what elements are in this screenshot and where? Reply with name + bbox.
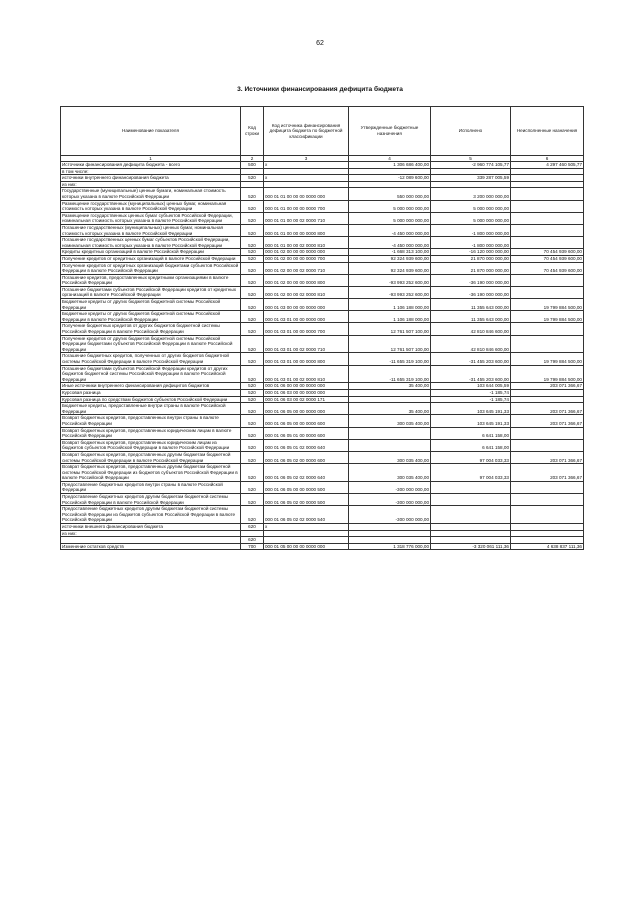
row-unexecuted-cell: 203 071 366,67 [511, 464, 584, 482]
row-approved-cell: 92 324 939 600,00 [349, 255, 431, 262]
row-unexecuted-cell [511, 200, 584, 212]
row-source-code-cell: 000 01 06 03 00 02 0000 171 [264, 396, 349, 403]
table-row [61, 506, 584, 524]
row-name-cell: Погашение бюджетных кредитов, полученных от других бюджетов бюджетной системы Российской Федерации в валюте Российской Федерации [61, 353, 241, 365]
row-source-code-cell: 000 01 05 00 00 00 0000 000 [264, 543, 349, 550]
row-name-cell: Погашение кредитов, предоставленных кредитными организациями в валюте Российской Федерации [61, 274, 241, 286]
row-code-cell: 520 [241, 262, 264, 274]
row-unexecuted-cell [511, 286, 584, 298]
row-code-cell: 520 [241, 451, 264, 463]
row-name-cell: Погашение бюджетами субъектов Российской Федерации кредитов от кредитных организаций в валюте Российской Федерации [61, 286, 241, 298]
table-row [61, 439, 584, 451]
row-approved-cell: -300 000 000,00 [349, 506, 431, 524]
row-code-cell: 520 [241, 481, 264, 493]
row-name-cell: из них: [61, 530, 241, 537]
row-source-code-cell: x [264, 162, 349, 169]
table-row [61, 524, 584, 531]
table-row [61, 262, 584, 274]
row-executed-cell: -1 800 000 000,00 [431, 224, 511, 236]
row-executed-cell: -31 455 203 600,00 [431, 365, 511, 383]
row-approved-cell: 92 324 939 600,00 [349, 262, 431, 274]
row-code-cell: 500 [241, 162, 264, 169]
header-approved: Утвержденные бюджетные назначения [349, 107, 431, 156]
row-executed-cell [431, 481, 511, 493]
row-name-cell: Получение кредитов от других бюджетов бюджетной системы Российской Федерации бюджетами субъектов Российской Федерации в валюте Российской Федерации [61, 335, 241, 353]
row-source-code-cell: 000 01 06 03 00 00 0000 000 [264, 389, 349, 396]
row-approved-cell: 300 035 400,00 [349, 464, 431, 482]
row-code-cell: 520 [241, 389, 264, 396]
row-code-cell: 520 [241, 299, 264, 311]
row-source-code-cell: 000 01 02 00 00 00 0000 800 [264, 274, 349, 286]
row-name-cell: Возврат бюджетных кредитов, предоставленных другим бюджетам бюджетной системы Российской Федерации из бюджетов субъектов Российской Федерации в валюте Российской Федерации [61, 464, 241, 482]
row-code-cell: 520 [241, 212, 264, 224]
row-name-cell: Курсовая разница [61, 389, 241, 396]
row-approved-cell: 35 400,00 [349, 403, 431, 415]
row-name-cell: Предоставление бюджетных кредитов другим бюджетам бюджетной системы Российской Федерации в валюте Российской Федерации [61, 494, 241, 506]
row-code-cell: 520 [241, 353, 264, 365]
table-row [61, 175, 584, 182]
table-row [61, 255, 584, 262]
row-approved-cell [349, 168, 431, 175]
row-code-cell: 700 [241, 543, 264, 550]
row-name-cell: Бюджетные кредиты от других бюджетов бюджетной системы Российской Федерации [61, 299, 241, 311]
table-row [61, 299, 584, 311]
row-unexecuted-cell: 203 071 366,67 [511, 451, 584, 463]
row-source-code-cell: 000 01 01 00 00 00 0000 800 [264, 224, 349, 236]
row-source-code-cell: 000 01 01 00 00 02 0000 810 [264, 237, 349, 249]
row-approved-cell [349, 530, 431, 537]
table-row [61, 162, 584, 169]
table-row [61, 353, 584, 365]
row-unexecuted-cell [511, 274, 584, 286]
row-executed-cell: 42 810 846 600,00 [431, 335, 511, 353]
column-number: 4 [349, 156, 431, 162]
row-unexecuted-cell [511, 323, 584, 335]
financing-sources-table [60, 106, 584, 550]
row-unexecuted-cell: 4 638 837 111,36 [511, 543, 584, 550]
table-row [61, 396, 584, 403]
row-executed-cell: 97 004 033,33 [431, 464, 511, 482]
row-executed-cell: 103 645 191,33 [431, 403, 511, 415]
row-unexecuted-cell: 19 799 884 500,00 [511, 365, 584, 383]
table-row [61, 335, 584, 353]
row-approved-cell: -1 668 313 100,00 [349, 249, 431, 256]
row-approved-cell: -93 993 252 600,00 [349, 274, 431, 286]
row-executed-cell: -1 185,74 [431, 396, 511, 403]
row-unexecuted-cell: 203 071 366,67 [511, 383, 584, 390]
row-name-cell: Погашение государственных (муниципальных) ценных бумаг, номинальная стоимость которых указана в валюте Российской Федерации [61, 224, 241, 236]
column-number: 3 [264, 156, 349, 162]
table-row [61, 464, 584, 482]
row-executed-cell: 42 810 846 600,00 [431, 323, 511, 335]
row-name-cell: Размещение государственных (муниципальных) ценных бумаг, номинальная стоимость которых указана в валюте Российской Федерации [61, 200, 241, 212]
row-approved-cell: -300 000 000,00 [349, 494, 431, 506]
row-name-cell: в том числе: [61, 168, 241, 175]
row-source-code-cell: 000 01 06 00 00 00 0000 000 [264, 383, 349, 390]
row-name-cell: Бюджетные кредиты, предоставленные внутри страны в валюте Российской Федерации [61, 403, 241, 415]
table-row [61, 249, 584, 256]
row-approved-cell [349, 537, 431, 544]
row-source-code-cell: 000 01 03 01 00 02 0000 710 [264, 335, 349, 353]
column-number: 2 [241, 156, 264, 162]
row-code-cell: 520 [241, 464, 264, 482]
row-unexecuted-cell [511, 212, 584, 224]
row-source-code-cell [264, 537, 349, 544]
table-row [61, 451, 584, 463]
row-executed-cell: 5 000 000 000,00 [431, 200, 511, 212]
row-unexecuted-cell: 203 071 366,67 [511, 403, 584, 415]
row-name-cell: Кредиты кредитных организаций в валюте Российской Федерации [61, 249, 241, 256]
row-executed-cell [431, 537, 511, 544]
column-number: 1 [61, 156, 241, 162]
row-executed-cell: -1 800 000 000,00 [431, 237, 511, 249]
row-executed-cell [431, 530, 511, 537]
row-executed-cell: -16 120 000 000,00 [431, 249, 511, 256]
row-source-code-cell: 000 01 03 00 00 00 0000 000 [264, 299, 349, 311]
table-row [61, 200, 584, 212]
row-source-code-cell: 000 01 06 05 00 00 0000 000 [264, 403, 349, 415]
row-name-cell: Получение кредитов от кредитных организаций бюджетами субъектов Российской Федерации в валюте Российской Федерации [61, 262, 241, 274]
row-source-code-cell: 000 01 01 00 00 02 0000 710 [264, 212, 349, 224]
row-source-code-cell: 000 01 06 05 02 02 0000 640 [264, 464, 349, 482]
row-source-code-cell: 000 01 01 00 00 00 0000 000 [264, 188, 349, 200]
header-name: Наименование показателя [61, 107, 241, 156]
row-source-code-cell: 000 01 06 05 00 00 0000 500 [264, 481, 349, 493]
table-row [61, 323, 584, 335]
table-row [61, 494, 584, 506]
row-unexecuted-cell [511, 224, 584, 236]
table-row [61, 383, 584, 390]
row-source-code-cell: 000 01 03 01 00 02 0000 810 [264, 365, 349, 383]
row-unexecuted-cell [511, 439, 584, 451]
row-source-code-cell: x [264, 175, 349, 182]
row-code-cell: 520 [241, 200, 264, 212]
row-source-code-cell: 000 01 06 05 01 00 0000 600 [264, 427, 349, 439]
row-unexecuted-cell: 203 071 366,67 [511, 415, 584, 427]
row-name-cell [61, 537, 241, 544]
row-approved-cell: 5 000 000 000,00 [349, 212, 431, 224]
row-executed-cell: 6 641 158,00 [431, 439, 511, 451]
row-name-cell: Возврат бюджетных кредитов, предоставленных внутри страны в валюте Российской Федерации [61, 415, 241, 427]
row-approved-cell: -11 655 319 100,00 [349, 353, 431, 365]
row-executed-cell [431, 494, 511, 506]
row-executed-cell: 11 355 643 000,00 [431, 311, 511, 323]
row-unexecuted-cell: 70 454 939 600,00 [511, 255, 584, 262]
row-approved-cell [349, 524, 431, 531]
row-code-cell: 520 [241, 323, 264, 335]
row-source-code-cell: 000 01 03 01 00 00 0000 000 [264, 311, 349, 323]
header-source-code: Код источника финансирования дефицита бюджета по бюджетной классификации [264, 107, 349, 156]
row-code-cell: 520 [241, 396, 264, 403]
row-approved-cell: 550 000 000,00 [349, 188, 431, 200]
row-executed-cell: 97 004 033,33 [431, 451, 511, 463]
table-row [61, 415, 584, 427]
row-source-code-cell: 000 01 06 05 00 00 0000 600 [264, 415, 349, 427]
table-row [61, 403, 584, 415]
row-code-cell: 520 [241, 175, 264, 182]
row-approved-cell [349, 181, 431, 188]
row-code-cell: 520 [241, 365, 264, 383]
table-row [61, 427, 584, 439]
row-name-cell: Государственные (муниципальные) ценные бумаги, номинальная стоимость которых указана в валюте Российской Федерации [61, 188, 241, 200]
table-row [61, 237, 584, 249]
row-executed-cell [431, 524, 511, 531]
page-number: 62 [316, 40, 324, 47]
row-executed-cell: -36 190 000 000,00 [431, 274, 511, 286]
row-code-cell: 520 [241, 383, 264, 390]
row-name-cell: Размещение государственных ценных бумаг субъектов Российской Федерации, номинальная стоимость которых указана в валюте Российской Федерации [61, 212, 241, 224]
table-row [61, 530, 584, 537]
row-executed-cell: 3 200 000 000,00 [431, 188, 511, 200]
row-code-cell [241, 181, 264, 188]
row-code-cell: 520 [241, 224, 264, 236]
row-source-code-cell [264, 530, 349, 537]
row-executed-cell: 103 644 005,59 [431, 383, 511, 390]
row-name-cell: Изменение остатков средств [61, 543, 241, 550]
table-row [61, 537, 584, 544]
row-approved-cell: 300 035 400,00 [349, 415, 431, 427]
row-approved-cell: -93 993 252 600,00 [349, 286, 431, 298]
row-name-cell: Бюджетные кредиты от других бюджетов бюджетной системы Российской Федерации в валюте Российской Федерации [61, 311, 241, 323]
row-name-cell: Иные источники внутреннего финансирования дефицитов бюджетов [61, 383, 241, 390]
row-unexecuted-cell [511, 188, 584, 200]
row-code-cell: 520 [241, 506, 264, 524]
row-approved-cell: -12 089 600,00 [349, 175, 431, 182]
row-approved-cell: 12 761 507 100,00 [349, 323, 431, 335]
row-unexecuted-cell: 70 454 939 600,00 [511, 262, 584, 274]
row-unexecuted-cell [511, 168, 584, 175]
row-unexecuted-cell [511, 530, 584, 537]
row-code-cell: 520 [241, 286, 264, 298]
header-code: Код строки [241, 107, 264, 156]
row-name-cell: Предоставление бюджетных кредитов внутри страны в валюте Российской Федерации [61, 481, 241, 493]
row-approved-cell [349, 396, 431, 403]
row-unexecuted-cell [511, 335, 584, 353]
table-row [61, 212, 584, 224]
row-source-code-cell: 000 01 06 05 02 00 0000 600 [264, 451, 349, 463]
row-unexecuted-cell [511, 506, 584, 524]
row-executed-cell: -2 960 774 105,77 [431, 162, 511, 169]
row-code-cell: 620 [241, 537, 264, 544]
row-executed-cell: 11 355 643 000,00 [431, 299, 511, 311]
row-name-cell: Погашение государственных ценных бумаг субъектов Российской Федерации, номинальная стоимость которых указана в валюте Российской Федерации [61, 237, 241, 249]
row-unexecuted-cell [511, 494, 584, 506]
row-executed-cell: -36 190 000 000,00 [431, 286, 511, 298]
row-approved-cell [349, 389, 431, 396]
row-unexecuted-cell [511, 181, 584, 188]
row-code-cell: 520 [241, 249, 264, 256]
row-source-code-cell [264, 181, 349, 188]
header-executed: Исполнено [431, 107, 511, 156]
table-row [61, 274, 584, 286]
table-row [61, 389, 584, 396]
row-code-cell: 520 [241, 274, 264, 286]
row-code-cell: 520 [241, 439, 264, 451]
row-unexecuted-cell: 70 454 939 600,00 [511, 249, 584, 256]
row-code-cell: 520 [241, 427, 264, 439]
table-row [61, 481, 584, 493]
row-source-code-cell: 000 01 06 05 02 00 0000 500 [264, 494, 349, 506]
row-code-cell [241, 168, 264, 175]
row-code-cell: 520 [241, 188, 264, 200]
table-row [61, 543, 584, 550]
row-code-cell: 520 [241, 335, 264, 353]
section-title: 3. Источники финансирования дефицита бюджета [237, 86, 403, 93]
row-code-cell: 520 [241, 237, 264, 249]
row-approved-cell: -11 655 319 100,00 [349, 365, 431, 383]
table-row [61, 168, 584, 175]
header-unexecuted: Неисполненные назначения [511, 107, 584, 156]
row-source-code-cell [264, 168, 349, 175]
row-name-cell: Курсовая разница по средствам бюджетов субъектов Российской Федерации [61, 396, 241, 403]
row-unexecuted-cell [511, 427, 584, 439]
table-row [61, 188, 584, 200]
row-executed-cell: 21 870 000 000,00 [431, 255, 511, 262]
column-number: 5 [431, 156, 511, 162]
row-approved-cell: 5 000 000 000,00 [349, 200, 431, 212]
row-unexecuted-cell [511, 537, 584, 544]
table-row [61, 311, 584, 323]
row-executed-cell: -31 455 203 600,00 [431, 353, 511, 365]
row-name-cell: Возврат бюджетных кредитов, предоставленных другим бюджетам бюджетной системы Российской Федерации в валюте Российской Федерации [61, 451, 241, 463]
row-unexecuted-cell [511, 175, 584, 182]
row-executed-cell [431, 181, 511, 188]
table-row [61, 181, 584, 188]
row-executed-cell [431, 168, 511, 175]
table-row [61, 224, 584, 236]
row-approved-cell: -4 450 000 000,00 [349, 237, 431, 249]
row-executed-cell: 103 645 191,33 [431, 415, 511, 427]
row-code-cell: 520 [241, 311, 264, 323]
row-unexecuted-cell [511, 481, 584, 493]
row-name-cell: Предоставление бюджетных кредитов другим бюджетам бюджетной системы Российской Федерации из бюджетов субъектов Российской Федерации в валюте Российской Федерации [61, 506, 241, 524]
row-name-cell: Получение кредитов от кредитных организаций в валюте Российской Федерации [61, 255, 241, 262]
row-source-code-cell: 000 01 01 00 00 00 0000 700 [264, 200, 349, 212]
row-code-cell: 520 [241, 255, 264, 262]
row-unexecuted-cell: 4 297 460 505,77 [511, 162, 584, 169]
row-code-cell [241, 530, 264, 537]
row-unexecuted-cell: 19 799 884 500,00 [511, 353, 584, 365]
row-unexecuted-cell [511, 524, 584, 531]
row-approved-cell [349, 439, 431, 451]
row-source-code-cell: 000 01 06 05 02 02 0000 540 [264, 506, 349, 524]
row-approved-cell: 1 306 686 400,00 [349, 162, 431, 169]
row-source-code-cell: 000 01 02 00 00 02 0000 810 [264, 286, 349, 298]
row-source-code-cell: 000 01 06 05 01 02 0000 640 [264, 439, 349, 451]
row-name-cell: источники внутреннего финансирования бюджета [61, 175, 241, 182]
row-name-cell: Возврат бюджетных кредитов, предоставленных юридическим лицам в валюте Российской Федерации [61, 427, 241, 439]
row-name-cell: источники внешнего финансирования бюджета [61, 524, 241, 531]
table-header-row [61, 107, 584, 156]
row-code-cell: 520 [241, 415, 264, 427]
row-source-code-cell: 000 01 03 01 00 00 0000 700 [264, 323, 349, 335]
row-code-cell: 620 [241, 524, 264, 531]
column-number: 6 [511, 156, 584, 162]
row-approved-cell: 1 318 776 000,00 [349, 543, 431, 550]
row-executed-cell: 6 641 158,00 [431, 427, 511, 439]
row-approved-cell: 1 106 188 000,00 [349, 311, 431, 323]
table-row [61, 286, 584, 298]
row-code-cell: 520 [241, 403, 264, 415]
row-executed-cell: -1 185,74 [431, 389, 511, 396]
row-unexecuted-cell: 19 799 884 500,00 [511, 311, 584, 323]
row-executed-cell: 339 287 005,59 [431, 175, 511, 182]
row-name-cell: Источники финансирования дефицита бюджета - всего [61, 162, 241, 169]
row-name-cell: Возврат бюджетных кредитов, предоставленных юридическим лицам из бюджетов субъектов Российской Федерации в валюте Российской Федерации [61, 439, 241, 451]
row-source-code-cell: x [264, 524, 349, 531]
row-executed-cell: -3 320 061 111,36 [431, 543, 511, 550]
row-executed-cell: 21 870 000 000,00 [431, 262, 511, 274]
row-approved-cell: 12 761 507 100,00 [349, 335, 431, 353]
row-name-cell: Получение бюджетных кредитов от других бюджетов бюджетной системы Российской Федерации в валюте Российской Федерации [61, 323, 241, 335]
row-source-code-cell: 000 01 03 01 00 00 0000 800 [264, 353, 349, 365]
row-source-code-cell: 000 01 02 00 00 02 0000 710 [264, 262, 349, 274]
row-source-code-cell: 000 01 02 00 00 00 0000 700 [264, 255, 349, 262]
table-row [61, 365, 584, 383]
row-approved-cell: 1 106 188 000,00 [349, 299, 431, 311]
row-code-cell: 520 [241, 494, 264, 506]
row-unexecuted-cell [511, 237, 584, 249]
row-name-cell: Погашение бюджетами субъектов Российской Федерации кредитов от других бюджетов бюджетной системы Российской Федерации в валюте Российской Федерации [61, 365, 241, 383]
row-name-cell: из них: [61, 181, 241, 188]
row-approved-cell: -4 450 000 000,00 [349, 224, 431, 236]
row-executed-cell [431, 506, 511, 524]
row-approved-cell: 300 035 400,00 [349, 451, 431, 463]
row-unexecuted-cell [511, 389, 584, 396]
row-approved-cell [349, 427, 431, 439]
row-source-code-cell: 000 01 02 00 00 00 0000 000 [264, 249, 349, 256]
row-approved-cell: 35 400,00 [349, 383, 431, 390]
row-approved-cell: -300 000 000,00 [349, 481, 431, 493]
row-unexecuted-cell [511, 396, 584, 403]
row-unexecuted-cell: 19 799 884 500,00 [511, 299, 584, 311]
row-executed-cell: 5 000 000 000,00 [431, 212, 511, 224]
